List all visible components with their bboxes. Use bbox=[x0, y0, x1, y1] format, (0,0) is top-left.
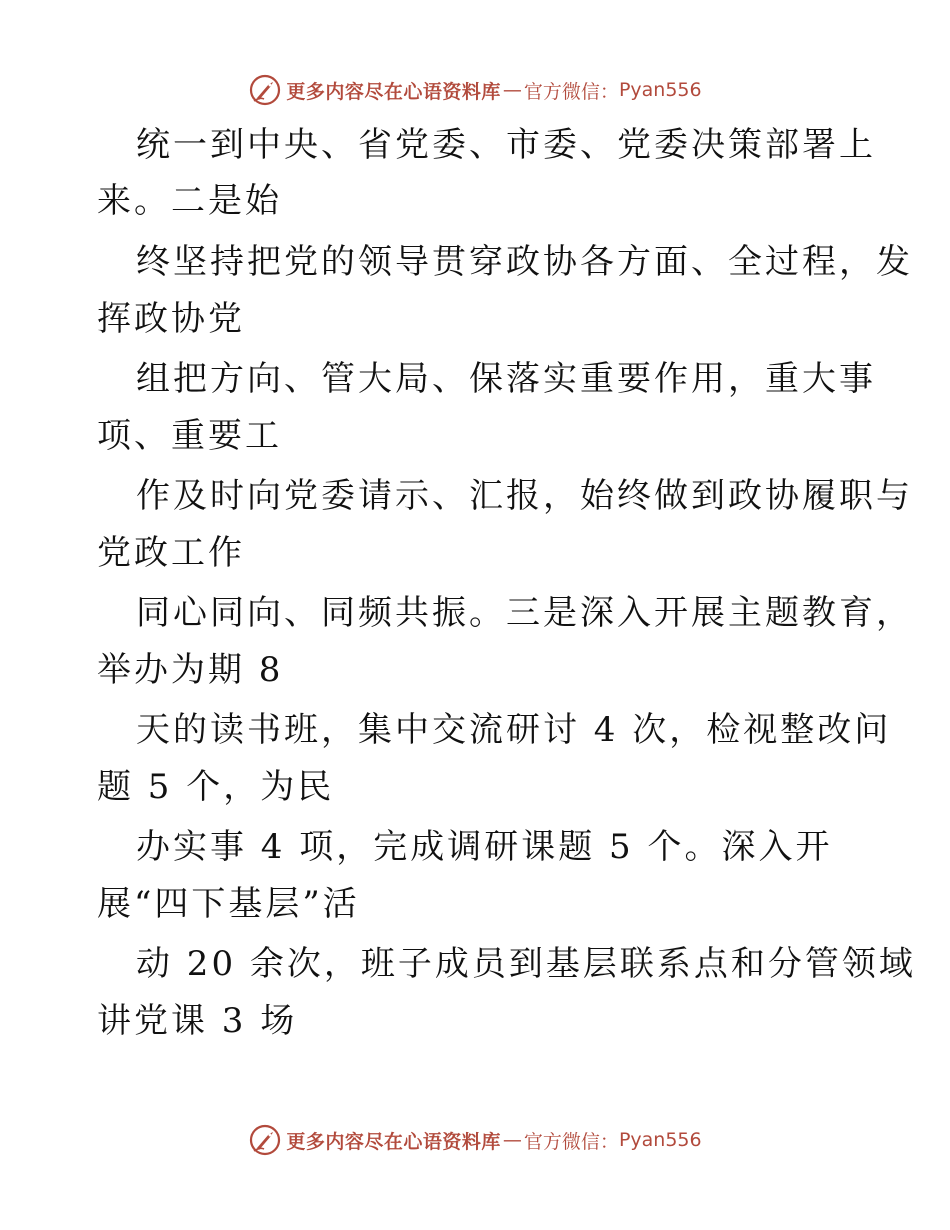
pen-nib-logo-icon bbox=[248, 73, 282, 107]
pen-nib-logo-icon bbox=[248, 1123, 282, 1157]
text-line-16: 讲党课 3 场 bbox=[97, 1001, 298, 1041]
text-line-15: 动 20 余次，班子成员到基层联系点和分管领域 bbox=[136, 944, 916, 984]
wechat-id: Pyan556 bbox=[618, 79, 702, 101]
wechat-label: 官方微信： bbox=[523, 1130, 619, 1153]
text-line-3: 终坚持把党的领导贯穿政协各方面、全过程，发 bbox=[136, 242, 913, 282]
text-line-14: 展“四下基层”活 bbox=[97, 884, 360, 924]
text-line-2: 来。二是始 bbox=[97, 181, 282, 221]
wechat-label: 官方微信： bbox=[523, 80, 619, 103]
promo-separator: — bbox=[502, 79, 522, 101]
text-line-9: 同心同向、同频共振。三是深入开展主题教育， bbox=[136, 593, 913, 633]
text-line-7: 作及时向党委请示、汇报，始终做到政协履职与 bbox=[136, 476, 913, 516]
text-line-13: 办实事 4 项，完成调研课题 5 个。深入开 bbox=[136, 827, 833, 867]
text-line-12: 题 5 个，为民 bbox=[97, 767, 335, 807]
text-line-5: 组把方向、管大局、保落实重要作用，重大事 bbox=[136, 359, 876, 399]
text-line-1: 统一到中央、省党委、市委、党委决策部署上 bbox=[136, 125, 876, 165]
text-line-10: 举办为期 8 bbox=[97, 650, 284, 690]
promo-text: 更多内容尽在心语资料库 bbox=[286, 80, 501, 103]
promo-text: 更多内容尽在心语资料库 bbox=[286, 1130, 501, 1153]
text-line-11: 天的读书班，集中交流研讨 4 次，检视整改问 bbox=[136, 710, 892, 750]
footer-banner bbox=[0, 1120, 950, 1160]
text-line-4: 挥政协党 bbox=[97, 299, 245, 339]
wechat-id: Pyan556 bbox=[618, 1129, 702, 1151]
text-line-6: 项、重要工 bbox=[97, 416, 282, 456]
text-line-8: 党政工作 bbox=[97, 533, 245, 573]
header-banner bbox=[0, 70, 950, 110]
promo-separator: — bbox=[502, 1129, 522, 1151]
